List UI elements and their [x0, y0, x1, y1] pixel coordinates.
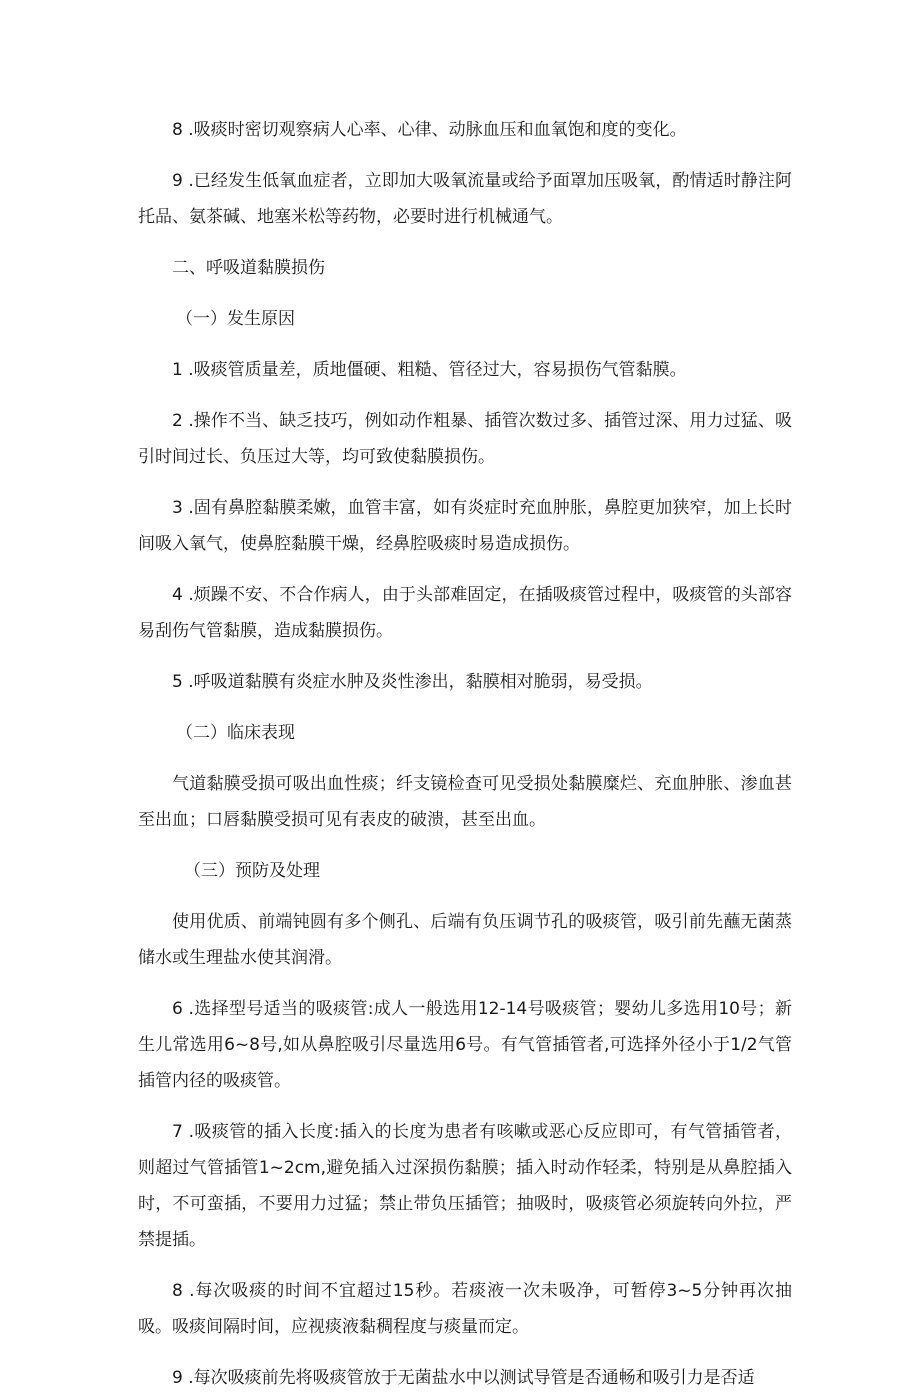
paragraph-gap — [138, 1099, 792, 1114]
subheading-prevention: （三）预防及处理 — [184, 861, 320, 881]
paragraph-gap — [138, 1258, 792, 1273]
paragraph-prevention-intro: 使用优质、前端钝圆有多个侧孔、后端有负压调节孔的吸痰管，吸引前先蘸无菌蒸储水或生理盐水使其润滑。 — [138, 912, 792, 968]
paragraph-item-9-hypoxemia: 9 .已经发生低氧血症者，立即加大吸氧流量或给予面罩加压吸氧，酌情适时静注阿托品、氨茶碱、地塞米松等药物，必要时进行机械通气。 — [138, 171, 792, 227]
paragraph-gap — [138, 1345, 792, 1360]
paragraph-cause-4: 4 .烦躁不安、不合作病人，由于头部难固定，在插吸痰管过程中，吸痰管的头部容易刮伤气管黏膜，造成黏膜损伤。 — [138, 585, 792, 641]
paragraph-gap — [138, 889, 792, 904]
paragraph-cause-3: 3 .固有鼻腔黏膜柔嫩，血管丰富，如有炎症时充血肿胀，鼻腔更加狭窄，加上长时间吸入氧气，使鼻腔黏膜干燥，经鼻腔吸痰时易造成损伤。 — [138, 498, 792, 554]
paragraph-gap — [138, 649, 792, 664]
paragraph-gap — [138, 235, 792, 250]
paragraph-gap — [138, 838, 792, 853]
document-body — [138, 112, 792, 1396]
paragraph-gap — [138, 388, 792, 403]
paragraph-gap — [138, 562, 792, 577]
paragraph-cause-1: 1 .吸痰管质量差，质地僵硬、粗糙、管径过大，容易损伤气管黏膜。 — [172, 360, 687, 380]
paragraph-gap — [138, 148, 792, 163]
paragraph-prevention-6: 6 .选择型号适当的吸痰管:成人一般选用12-14号吸痰管；婴幼儿多选用10号；新生儿常选用6~8号,如从鼻腔吸引尽量选用6号。有气管插管者,可选择外径小于1/2气管插管内径的吸痰管。 — [138, 999, 792, 1091]
paragraph-gap — [138, 700, 792, 715]
paragraph-cause-2: 2 .操作不当、缺乏技巧，例如动作粗暴、插管次数过多、插管过深、用力过猛、吸引时间过长、负压过大等，均可致使黏膜损伤。 — [138, 411, 792, 467]
paragraph-item-8-monitor: 8 .吸痰时密切观察病人心率、心律、动脉血压和血氧饱和度的变化。 — [172, 120, 687, 140]
paragraph-gap — [138, 286, 792, 301]
paragraph-prevention-8: 8 .每次吸痰的时间不宜超过15秒。若痰液一次未吸净，可暂停3~5分钟再次抽吸。吸痰间隔时间，应视痰液黏稠程度与痰量而定。 — [138, 1281, 792, 1337]
paragraph-clinical: 气道黏膜受损可吸出血性痰；纤支镜检查可见受损处黏膜糜烂、充血肿胀、渗血甚至出血；口唇黏膜受损可见有表皮的破溃，甚至出血。 — [138, 774, 792, 830]
section-heading-mucosa-injury: 二、呼吸道黏膜损伤 — [172, 258, 325, 278]
paragraph-cause-5: 5 .呼吸道黏膜有炎症水肿及炎性渗出，黏膜相对脆弱，易受损。 — [172, 672, 653, 692]
paragraph-gap — [138, 751, 792, 766]
paragraph-prevention-9: 9 .每次吸痰前先将吸痰管放于无菌盐水中以测试导管是否通畅和吸引力是否适 — [172, 1368, 755, 1388]
paragraph-gap — [138, 475, 792, 490]
paragraph-gap — [138, 337, 792, 352]
paragraph-gap — [138, 976, 792, 991]
subheading-causes: （一）发生原因 — [176, 309, 295, 329]
paragraph-prevention-7: 7 .吸痰管的插入长度:插入的长度为患者有咳嗽或恶心反应即可，有气管插管者，则超过气管插管1~2cm,避免插入过深损伤黏膜；插入时动作轻柔，特别是从鼻腔插入时，不可蛮插，不要用力过猛；禁止带负压插管；抽吸时，吸痰管必须旋转向外拉，严禁提插。 — [138, 1122, 792, 1250]
subheading-clinical: （二）临床表现 — [176, 723, 295, 743]
